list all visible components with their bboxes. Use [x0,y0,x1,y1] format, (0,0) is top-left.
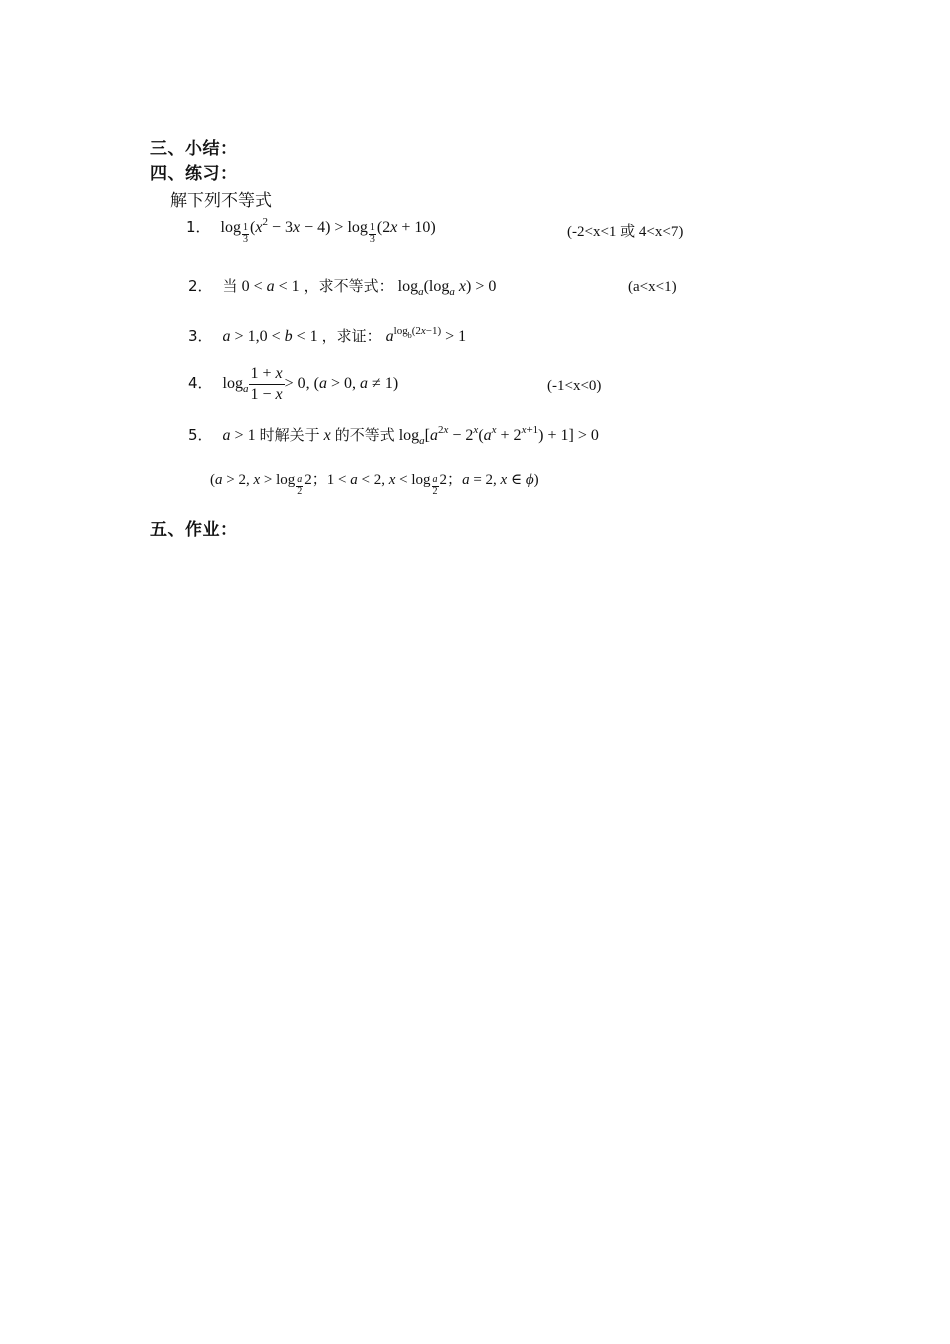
heading-homework: 五、作业： [150,520,238,540]
exercise-number: 2． [188,277,213,295]
exercise-text: ，求不等式： [303,277,394,295]
exercise-2 [188,277,497,298]
heading-summary: 三、小结： [150,139,238,159]
formula: $\log_a(\log_a$ x) > 0 [397,278,497,298]
practice-intro: 解下列不等式 [170,191,272,211]
exercise-4 [188,366,398,403]
formula: $a^{log_b(2x-1)} > 1$ [385,325,467,345]
exercise-text: ，求证： [321,327,382,345]
formula: log $\frac{1}{3}$ $(x^2 - 3x - 4) > \log$ $\frac{1}{3}$ (2x + 10) [220,216,436,245]
exercise-number: 3． [188,327,213,345]
exercise-number: 5． [188,426,213,444]
formula: 0 < a < 1 [241,278,300,295]
formula: a > 1,0 < b < 1 [222,328,318,345]
formula: a > 1 [222,427,256,444]
answer-4: (-1<x<0) [547,378,602,394]
exercise-text: 时解关于 [259,426,320,444]
exercise-number: 1． [186,218,211,236]
formula: $\log_a$ $\frac{1 + x}{1 - x}$ > 0, (a > 0, a ≠ 1) [222,365,399,403]
exercise-1 [186,216,436,245]
formula: x [323,427,331,444]
exercise-text: 的不等式 [334,426,395,444]
formula: $\log_a[a^{2x} - 2^x(a^x + 2^{x+1}) + 1] > 0$ [398,424,599,447]
exercise-number: 4． [188,374,213,393]
heading-practice: 四、练习： [150,164,238,184]
answer-1: (-2<x<1 或 4<x<7) [567,224,684,240]
exercise-3 [188,325,467,345]
exercise-5 [188,424,599,447]
answer-5: (a > 2, x > log $\frac{a}{2}$ 2；1 < a < 2, x < log $\frac{a}{2}$ 2；a = 2, x ∈ ϕ) [210,470,539,497]
answer-2: (a<x<1) [628,279,677,295]
exercise-text: 当 [222,277,238,295]
